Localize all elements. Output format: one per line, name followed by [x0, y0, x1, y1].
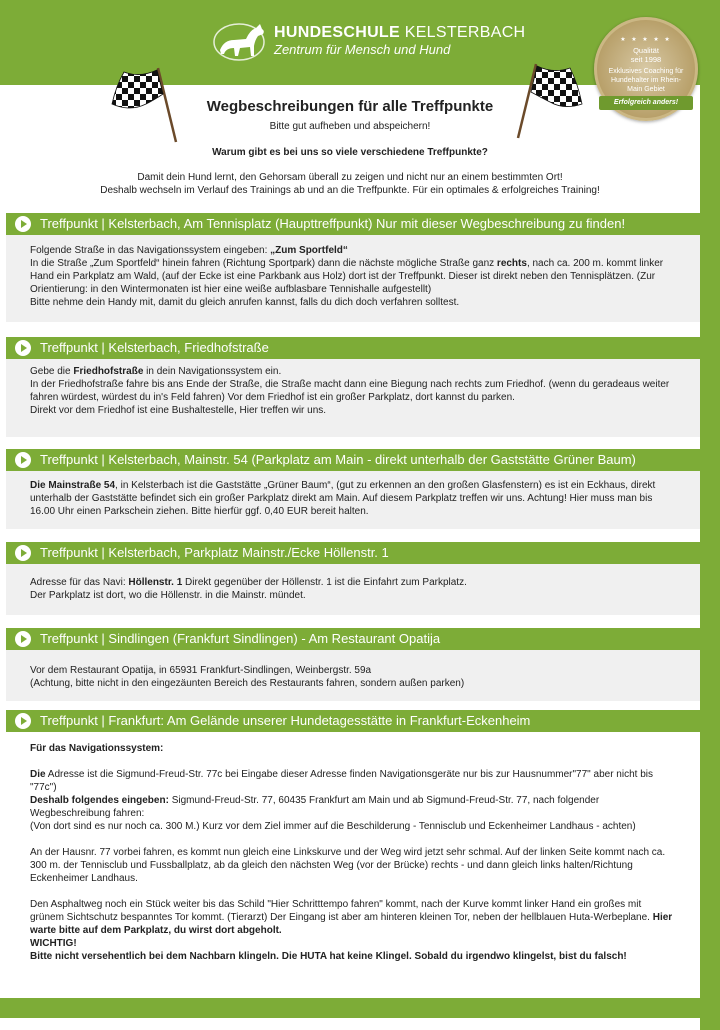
page-title: Wegbeschreibungen für alle Treffpunkte	[206, 98, 494, 115]
section-body-friedhofstrasse: Gebe die Friedhofstraße in dein Navigationssystem ein. In der Friedhofstraße fahre bis ans Ende der Straße, die Straße macht dann eine Biegung nach rechts zum Friedhof. (wenn du geradeaus weiter fahren würdest, würdest du in's Feld fahren) Vor dem Friedhof ist ein großer Parkplatz, dort kannst du parken. Direkt vor dem Friedhof ist eine Bushaltestelle, Hier treffen wir uns.	[6, 359, 700, 437]
section-heading-eckenheim: Treffpunkt | Frankfurt: Am Gelände unserer Hundetagesstätte in Frankfurt-Eckenheim	[6, 710, 700, 732]
section-heading-friedhofstrasse: Treffpunkt | Kelsterbach, Friedhofstraße	[6, 337, 700, 359]
page-subtitle: Bitte gut aufheben und abspeichern!	[269, 121, 431, 132]
arrow-right-icon	[15, 713, 31, 729]
section-heading-mainstr54: Treffpunkt | Kelsterbach, Mainstr. 54 (Parkplatz am Main - direkt unterhalb der Gaststätte Grüner Baum)	[6, 449, 700, 471]
arrow-right-icon	[15, 631, 31, 647]
intro-text: Damit dein Hund lernt, den Gehorsam überall zu zeigen und nicht nur an einem bestimmten Ort! Deshalb wechseln im Verlauf des Trainings ab und an die Treffpunkte. Für ein optimales & erfolgreiches Training!	[100, 172, 600, 196]
intro-question: Warum gibt es bei uns so viele verschiedene Treffpunkte?	[212, 147, 488, 158]
section-body-tennisplatz: Folgende Straße in das Navigationssystem eingeben: „Zum Sportfeld“ In die Straße „Zum Sportfeld“ hinein fahren (Richtung Sportpark) dann die nächste mögliche Straße ganz rechts, nach ca. 200 m. kommt linker Hand ein Parkplatz am Wald, (auf der Ecke ist eine Parkbank aus Holz) dort ist der Treffpunkt. Dieser ist direkt neben den Tennisplätzen. (Zur Orientierung: in den Wintermonaten ist hier eine weiße aufblasbare Tennishalle aufgestellt) Bitte nehme dein Handy mit, damit du gleich anrufen kannst, falls du dich doch verfahren solltest.	[6, 235, 700, 322]
arrow-right-icon	[15, 216, 31, 232]
dog-logo-icon	[210, 16, 268, 64]
seal-line3: Exklusives Coaching für Hundehalter im Rhein-Main Gebiet	[608, 68, 684, 93]
seal-ribbon: Erfolgreich anders!	[599, 96, 693, 110]
section-body-eckenheim: Für das Navigationssystem: Die Adresse ist die Sigmund-Freud-Str. 77c bei Eingabe dieser Adresse finden Navigationsgeräte nur bis zur Hausnummer"77" aber nicht bis "77c") Deshalb folgendes eingeben: Sigmund-Freud-Str. 77, 60435 Frankfurt am Main und ab Sigmund-Freud-Str. 77, nach folgender Wegbeschreibung fahren: (Von dort sind es nur noch ca. 300 M.) Kurz vor dem Ziel immer auf die Beschilderung - Tennisclub und Eckenheimer Landhaus - achten) An der Hausnr. 77 vorbei fahren, es kommt nun gleich eine Linkskurve und der Weg wird jetzt sehr schmal. Auf der linken Seite kommt nach ca. 300 m. der Tennisclub und Fussballplatz, ab da gleich den nächsten Weg (vor der Brücke) rechts - und dann gleich links halten/Richtung Eckenheimer Landhaus. Den Asphaltweg noch ein Stück weiter bis das Schild "Hier Schritttempo fahren" kommt, nach der Kurve kommt linker Hand ein großes mit grünem Sichtschutz bespanntes Tor kommt. (Tierarzt) Der Eingang ist aber am hinteren kleinen Tor, neben der hellblauen Huta-Werbeplane. Hier warte bitte auf dem Parkplatz, du wirst dort abgeholt. WICHTIG! Bitte nicht versehentlich bei dem Nachbarn klingeln. Die HUTA hat keine Klingel. Sobald du irgendwo klingelst, bist du falsch!	[6, 732, 700, 980]
section-heading-tennisplatz: Treffpunkt | Kelsterbach, Am Tennisplatz (Haupttreffpunkt) Nur mit dieser Wegbeschreibung zu finden!	[6, 213, 700, 235]
arrow-right-icon	[15, 340, 31, 356]
section-heading-hoellenstr: Treffpunkt | Kelsterbach, Parkplatz Mainstr./Ecke Höllenstr. 1	[6, 542, 700, 564]
seal-stars: ★ ★ ★ ★ ★	[620, 37, 672, 43]
right-accent-strip	[700, 0, 720, 1030]
brand-tagline: Zentrum für Mensch und Hund	[274, 41, 451, 57]
footer-bar	[0, 998, 720, 1018]
seal-line1: Qualität	[633, 46, 659, 55]
arrow-right-icon	[15, 452, 31, 468]
section-body-mainstr54: Die Mainstraße 54, in Kelsterbach ist die Gaststätte „Grüner Baum“, (gut zu erkennen an den großen Glasfenstern) es ist ein Eckhaus, direkt unterhalb der Gaststätte befindet sich ein großer Parkplatz direkt am Main. Auf diesem Parkplatz treffen wir uns. Achtung! Hier muss man bis 16.00 Uhr einen Parkschein ziehen. Bitte hierfür ggf. 0,40 EUR bereit halten.	[6, 471, 700, 529]
section-heading-sindlingen: Treffpunkt | Sindlingen (Frankfurt Sindlingen) - Am Restaurant Opatija	[6, 628, 700, 650]
arrow-right-icon	[15, 545, 31, 561]
brand-name: HUNDESCHULE KELSTERBACH	[274, 23, 526, 41]
seal-line2: seit 1998	[630, 55, 662, 64]
section-body-sindlingen: Vor dem Restaurant Opatija, in 65931 Frankfurt-Sindlingen, Weinbergstr. 59a (Achtung, bitte nicht in den eingezäunten Bereich des Restaurants fahren, sondern außen parken)	[6, 650, 700, 701]
section-body-hoellenstr: Adresse für das Navi: Höllenstr. 1 Direkt gegenüber der Höllenstr. 1 ist die Einfahrt zum Parkplatz. Der Parkplatz ist dort, wo die Höllenstr. in die Mainstr. mündet.	[6, 564, 700, 615]
logo	[210, 16, 525, 64]
